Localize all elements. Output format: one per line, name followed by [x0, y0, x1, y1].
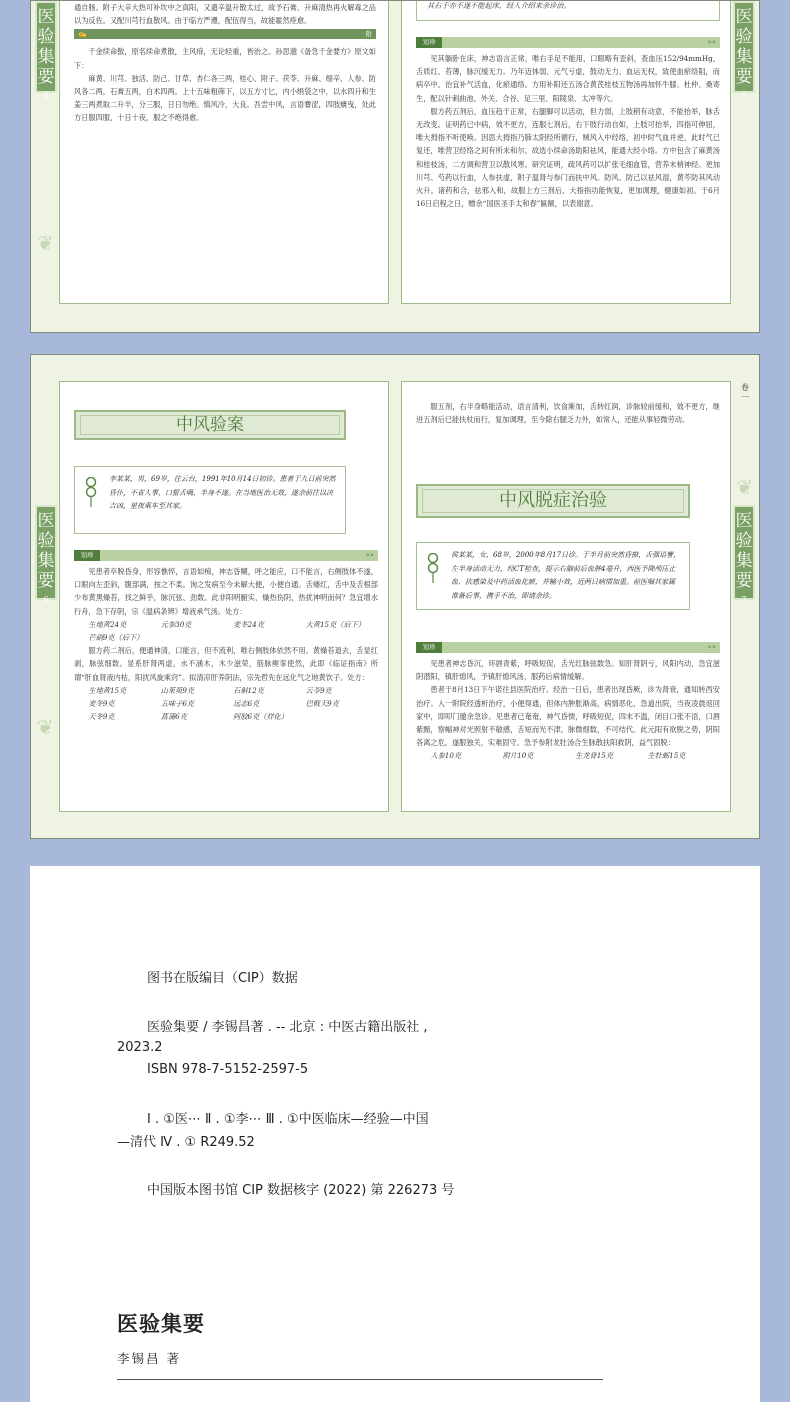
- hint-label: 划珍: [416, 642, 442, 653]
- prescription-item: 巴戟天9克: [305, 699, 339, 709]
- prescription-item: 云苓9克: [305, 685, 332, 695]
- prescription-item: 元参30克: [160, 619, 192, 629]
- cip-line: 2023.2: [117, 1040, 163, 1055]
- prescription-item: 麦冬9克: [88, 699, 115, 709]
- cip-line: 医验集要 / 李锡昌著 . -- 北京 : 中医古籍出版社 ,: [147, 1020, 428, 1035]
- tab-title: 医验集要: [37, 7, 55, 87]
- text-block: [416, 37, 720, 210]
- tab-title: 医验集要: [735, 511, 753, 591]
- double-chevron-icon: »»: [365, 551, 374, 559]
- book-spread-middle: [30, 354, 760, 839]
- hint-bar: [416, 642, 720, 653]
- text-block: [416, 642, 720, 763]
- page-frame: [59, 1, 389, 304]
- book-title: 医验集要: [117, 1311, 205, 1336]
- page-frame: [59, 381, 389, 812]
- volume-mark: 卷一: [741, 383, 749, 402]
- page-frame: [401, 381, 731, 812]
- leaf-ornament-icon: ❦: [37, 715, 54, 739]
- side-tab-right: [733, 1, 755, 100]
- book-spread-top: [30, 0, 760, 333]
- prescription-item: 菖蒲6克: [160, 712, 187, 722]
- paragraph: 见其躺卧在床，神志语言正常，唯右手足不能用，口眼略有歪斜，查血压152/94mmHg，舌质红、苔薄，脉沉缓无力。乃年迈体弱、元气亏虚，鼓动无力、血运无权，致使血瘀络阻，而病卒中。治宜补气活血，化瘀通络。方用补阳还五汤合黄芪桂枝五物汤再加怀牛膝、杜仲、桑寄生，配以针刺曲池、外关、合谷、足三里、阳陵泉、太冲等穴。: [416, 54, 720, 103]
- double-chevron-icon: »»: [707, 643, 716, 651]
- cip-line: —清代 Ⅳ . ① R249.52: [117, 1135, 255, 1150]
- prescription-list: [416, 749, 720, 762]
- double-chevron-icon: »»: [707, 38, 716, 46]
- page-number: 7: [741, 595, 747, 604]
- note-bar: [74, 29, 376, 39]
- prescription-item: 芒硝9克（后下）: [88, 633, 144, 643]
- hint-label: 划珍: [416, 37, 442, 48]
- case-box: [416, 542, 690, 610]
- page-4: [31, 1, 395, 332]
- case-text: 其右手亦不遂不能起床，经人介绍来余诊治。: [427, 1, 571, 10]
- book-author: 李锡昌 著: [117, 1351, 181, 1366]
- side-tab-left: [35, 1, 57, 100]
- text-block: [74, 550, 378, 723]
- paragraph: 麻黄、川芎、独活、防己、甘草、杏仁各三两，桂心、附子、茯苓、升麻、细辛、人参、防风各二两，石膏五两，白术四两。上十五味粗筛下，以五方寸匕，内小绢袋之中，以水四升和生姜三两煮取二升半，分三服，日日勿绝。慎风冷，大良。吾尝中风，言语謇涩，四肢㿉曳，处此方日服四服，十日十夜，服之不绝得愈。: [74, 73, 376, 123]
- tab-title: 医验集要: [37, 511, 55, 591]
- cip-line: Ⅰ . ①医⋯ Ⅱ . ①李⋯ Ⅲ . ①中医临床—经验—中国: [147, 1112, 429, 1127]
- prescription-item: 山茱萸9克: [160, 685, 195, 695]
- prescription-list: [74, 618, 378, 644]
- prescription-item: 远志6克: [233, 699, 260, 709]
- side-tab-left: [35, 505, 57, 604]
- prescription-item: 大黄15克（后下）: [305, 619, 366, 629]
- prescription-item: 生牡蛎15克: [647, 751, 686, 761]
- page-7: [395, 355, 759, 838]
- leaf-ornament-icon: ❦: [37, 231, 54, 255]
- section-title: 中风验案: [176, 415, 244, 435]
- paragraph: 见患者卒脱昏身，形容憔悴，言语如痴，神志昏糊，呼之能应，口不能言，右侧肢体不遂，口眼向左歪斜，腹部满，按之不柔。询之发病至今未解大便，小便自通。舌痿红，舌中及舌根部少布黄黑燥苔，找之鲜乎，脉沉弦、劲数。此非阳明腑实，燥热伤阴，热扰神明而何？急宜增水行舟，急下存阴，宗《温病条辨》增液承气汤。处方：: [74, 567, 378, 616]
- prescription-item: 石斛12克: [233, 685, 264, 695]
- section-title-box: [74, 410, 346, 440]
- prescription-item: 阿胶6克（烊化）: [233, 712, 289, 722]
- medal-icon: [85, 477, 97, 507]
- paragraph: 见患者神志昏沉，环唇青紫，呼吸短促，舌光红脉弦数急。知肝肾阴亏，风阳内动，急宜滋阴潜阳，镇肝熄风，予镇肝熄风汤，服药后病情缓解。: [416, 659, 720, 682]
- text-block: [416, 400, 720, 426]
- page-number: 5: [741, 91, 747, 100]
- prescription-item: 生地黄15克: [88, 685, 127, 695]
- case-text: 侯某某，女，68岁，2000年8月17日诊。于半月前突然昏撩，舌强语謇，左半身活动无力，经CT检查，提示右脑前后血肿4毫升，西医予降颅压止血、抗感染及中药活血化瘀，并输小效，近两日病情加重。前医嘱其家属准备后事，携手不治，即请余诊。: [451, 551, 681, 600]
- page-number: 4: [43, 91, 49, 100]
- leaf-ornament-icon: ❦: [736, 475, 753, 499]
- cip-verification: 中国版本图书馆 CIP 数据核字 (2022) 第 226273 号: [147, 1183, 455, 1198]
- prescription-list: [74, 684, 378, 724]
- cip-page: [30, 866, 760, 1402]
- prescription-item: 人参10克: [430, 751, 462, 761]
- section-title-box: [416, 484, 690, 518]
- tab-title: 医验集要: [735, 7, 753, 87]
- page-5: [395, 1, 759, 332]
- divider-line: [117, 1379, 603, 1380]
- hint-bar: [416, 37, 720, 48]
- page-number: 6: [43, 595, 49, 604]
- paragraph: 服方药二剂后，便通神清，口能言，但不流利，唯右侧肢体依然不用。黄燥苔退去，舌显红剥，脉弦细数。显系肝肾两虚，水不涵木，木少滋荣，筋脉瘈挛使然，此即《临证指南》所谓“肝血肾液内枯，阳扰风旋乘窍”。拟清凉肝养阴法，宗先哲先在远化气之地黄饮子。处方：: [74, 646, 378, 682]
- page-6: [31, 355, 395, 838]
- page-frame: [401, 1, 731, 304]
- paragraph: 通自肠。附子大辛大热可补坎中之真阳，又遗辛温升散太过，故予石膏、升麻清热再火解毒之品以为反佐。又配川芎行血散风。由于临方严遵，配伍得当，故能霍然痊愈。: [74, 3, 376, 26]
- prescription-item: 五味子6克: [160, 699, 195, 709]
- prescription-item: 麦冬24克: [233, 619, 264, 629]
- paragraph: 患者于8月13日下午诺往县医院治疗。经治一日后，患者出现昏厥，诊为肾衰，通知转西安治疗。入一附院经透析治疗，小便得通，但体内肿胀渐高，病情恶化，急道出院，当夜凌晨返回家中，即叩门邀余急诊。见患者已奄奄，神气昏愦，呼吸短促，四末不温，闭目口张不语，口唇紫黯，察幅神对光照射不敏感，舌短而光不津，脉微细数，不可结代。此元阳有欲脱之势，阴阳各离之危，遂服独关，实难固守。急予参附龙牡汤合生脉散扶阳救阴，益气固脱：: [416, 685, 720, 748]
- hint-label: 划珍: [74, 550, 100, 561]
- prescription-item: 天冬9克: [88, 712, 115, 722]
- cip-heading: 图书在版编目（CIP）数据: [147, 971, 298, 986]
- prescription-item: 生地黄24克: [88, 619, 127, 629]
- paragraph: 服五剂，右半身略能活动，语言清利，饮食渐加，舌转红润，诊脉较前缓和，效不更方，继进五剂后已能扶杖而行，复加调理，至今除右腿乏力外，如常人，还能从事轻微劳动。: [416, 402, 720, 425]
- medal-icon: [427, 553, 439, 583]
- section-title: 中风脱症治验: [499, 490, 607, 511]
- prescription-item: 生龙骨15克: [575, 751, 614, 761]
- note-label: 附: [365, 30, 372, 39]
- side-tab-right: [733, 505, 755, 604]
- text-block: [74, 1, 376, 125]
- paragraph: 服方药五剂后，血压趋于正常，右腿脚可以活动，但力弱，上肢稍有动意，不能抬举，脉舌无改变。证明药已中病，效不更方，连服七剂后，右下肢行动自如，上肢可抬举，四指可伸屈，唯大拇指不听使唤。因思大拇指乃肺太阴经所循行，贼风入中经络，初中时气血并逆，此时气已复还，唯营卫经络之间有所未和尔。故选小续命汤助阳祛风，能通大经小络。方中包含了麻黄汤和桂枝汤，二方调和营卫以散风寒。研究证明，疏风药可以扩张毛细血管，营养末梢神经。更加川芎、芍药以行血，人参扶虚，附子温肾与参门而扶中风。防风、防己以祛风湿，黄芩防其风动火升。诸药和合，祛邪入和，故服上方三剂后，大指指功能恢复，更加调理，健康如初。于6月16日启程之日，赠余“国医圣手太和春”匾额，以表谢意。: [416, 106, 720, 209]
- scroll-icon: ✍: [78, 30, 87, 39]
- cip-isbn: ISBN 978-7-5152-2597-5: [147, 1062, 309, 1077]
- paragraph: 千金续命散，原名续命煮散，主风痱，无论轻重，皆治之。孙思邈《备急千金要方》原文如下：: [74, 47, 376, 70]
- case-box: [74, 466, 346, 534]
- case-box: [416, 1, 720, 21]
- case-text: 李某某，男，69岁，住云台，1991年10月14日初诊。患者于九日前突然昏仆，不省人事，口蜇舌喎，半身不遂。在当地医治无效，遂余前往以决吉凶，星夜乘车至其家。: [109, 475, 336, 510]
- prescription-item: 附片10克: [502, 751, 534, 761]
- hint-bar: [74, 550, 378, 561]
